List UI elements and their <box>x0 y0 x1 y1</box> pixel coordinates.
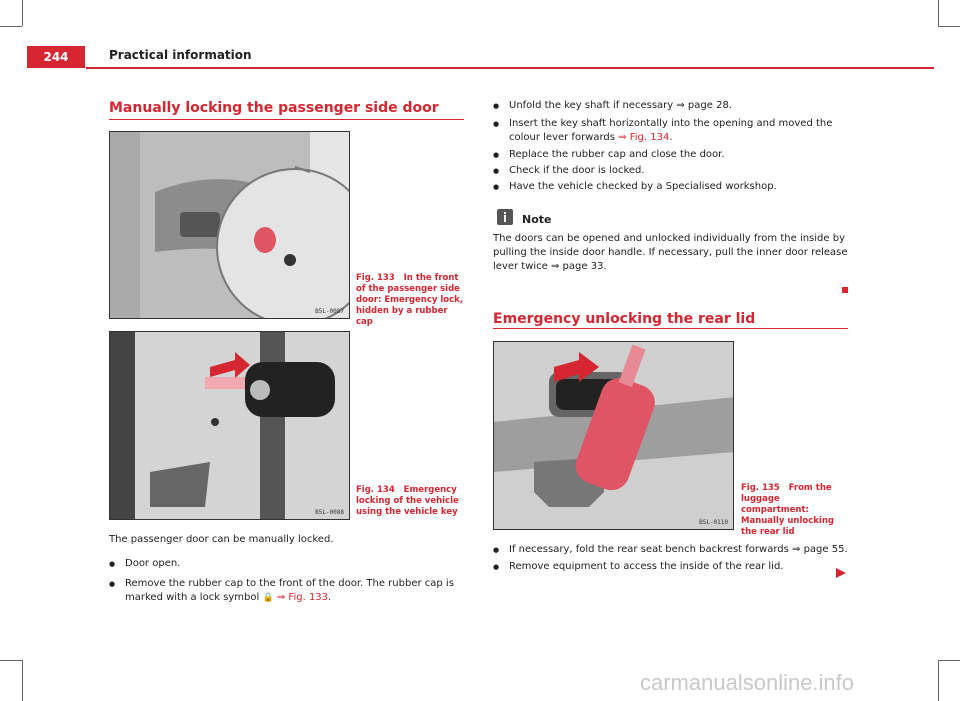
bullet-text: Remove the rubber cap to the front of the door. The rubber cap is marked with a lock symbol <box>125 578 454 603</box>
heading-rule <box>109 119 464 120</box>
list-item <box>493 180 848 194</box>
list-item <box>109 557 464 571</box>
crop-mark <box>0 660 22 661</box>
figure-135-image <box>493 341 734 530</box>
list-item <box>493 117 848 145</box>
bullet-text: Remove equipment to access the inside of the rear lid. <box>509 561 784 572</box>
figure-134-caption <box>356 485 464 518</box>
section-heading-passenger-door: Manually locking the passenger side door <box>109 100 439 116</box>
crop-mark <box>22 0 23 26</box>
crop-mark <box>938 660 960 661</box>
list-item <box>493 99 848 113</box>
bullet-text: Insert the key shaft horizontally into the opening and moved the colour lever forwards <box>509 118 833 143</box>
bullet-text: If necessary, fold the rear seat bench backrest forwards ⇒ page 55. <box>509 544 848 555</box>
punctuation: . <box>669 132 673 143</box>
crop-mark <box>22 660 23 701</box>
note-title: Note <box>522 213 552 226</box>
watermark: carmanualsonline.info <box>640 670 855 695</box>
bullet-text: Replace the rubber cap and close the door. <box>509 149 725 160</box>
header-rule <box>86 67 934 69</box>
bullet-text: Check if the door is locked. <box>509 165 645 176</box>
info-icon <box>497 209 513 225</box>
figure-134-image <box>109 331 350 520</box>
figure-reference-link[interactable]: ⇒ Fig. 133 <box>276 592 329 603</box>
list-item <box>493 543 848 557</box>
figure-reference-link[interactable]: ⇒ Fig. 134 <box>618 132 670 143</box>
page-number: 244 <box>27 46 85 68</box>
figure-133-image <box>109 131 350 319</box>
figure-label: Fig. 134 <box>356 485 395 495</box>
lock-icon: 🔒 <box>262 593 274 603</box>
bullet-text: Have the vehicle checked by a Specialised workshop. <box>509 181 777 192</box>
list-item <box>493 560 848 574</box>
figure-133-caption <box>356 273 464 328</box>
caption-text: In the front of the passenger side door: Emergency lock, hidden by a rubber cap <box>356 273 464 327</box>
figure-label: Fig. 133 <box>356 273 395 283</box>
list-item <box>493 164 848 178</box>
bullet-text: Unfold the key shaft if necessary ⇒ page 28. <box>509 100 732 111</box>
list-item <box>109 577 464 605</box>
intro-text: The passenger door can be manually locked. <box>109 534 334 545</box>
crop-mark <box>0 26 22 27</box>
caption-text: Emergency locking of the vehicle using the vehicle key <box>356 485 459 517</box>
figure-135-caption <box>741 483 849 538</box>
punctuation: . <box>328 592 332 603</box>
crop-mark <box>938 0 939 26</box>
figure-code: B5L-0110 <box>699 519 728 526</box>
section-heading-rear-lid: Emergency unlocking the rear lid <box>493 311 756 327</box>
crop-mark <box>938 26 960 27</box>
figure-code: B5L-0088 <box>315 509 344 516</box>
note-text: The doors can be opened and unlocked individually from the inside by pulling the inside door handle. If necessary, pull the inner door release lever twice ⇒ page 33. <box>493 233 848 272</box>
figure-label: Fig. 135 <box>741 483 780 493</box>
section-title: Practical information <box>109 48 252 62</box>
figure-code: B5L-0087 <box>315 308 344 315</box>
continue-arrow-icon <box>836 563 846 582</box>
bullet-text: Door open. <box>125 558 181 569</box>
caption-text: From the luggage compartment: Manually unlocking the rear lid <box>741 483 834 537</box>
crop-mark <box>938 660 939 701</box>
end-mark <box>842 287 848 293</box>
heading-rule <box>493 328 848 329</box>
list-item <box>493 148 848 162</box>
